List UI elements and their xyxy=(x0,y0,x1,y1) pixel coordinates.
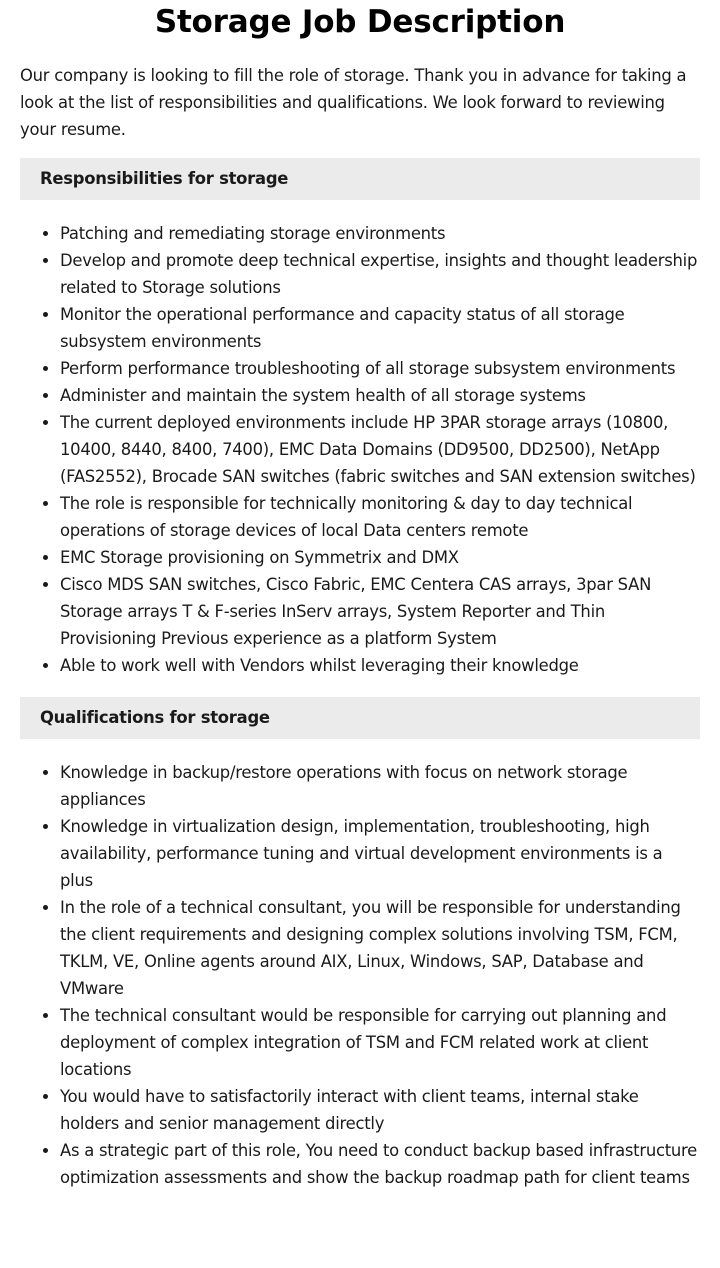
page-title: Storage Job Description xyxy=(154,4,566,40)
responsibilities-heading: Responsibilities for storage xyxy=(20,158,700,200)
list-item: • The current deployed environments include HP 3PAR storage arrays (10800, 10400, 8440, 8400, 7400), EMC Data Domains (DD9500, DD2500), NetApp (FAS2552), Brocade SAN switches (fabric switches and SAN extension switches) xyxy=(60,409,700,490)
list-item: • In the role of a technical consultant, you will be responsible for understanding the client requirements and designing complex solutions involving TSM, FCM, TKLM, VE, Online agents around AIX, Linux, Windows, SAP, Database and VMware xyxy=(60,894,700,1002)
qualifications-list xyxy=(20,759,700,1191)
list-item: • As a strategic part of this role, You need to conduct backup based infrastructure optimization assessments and show the backup roadmap path for client teams xyxy=(60,1137,700,1191)
list-item: • Develop and promote deep technical expertise, insights and thought leadership related to Storage solutions xyxy=(60,247,700,301)
list-item: • Patching and remediating storage environments xyxy=(60,220,700,247)
list-item: • Knowledge in backup/restore operations with focus on network storage appliances xyxy=(60,759,700,813)
list-item: • Able to work well with Vendors whilst leveraging their knowledge xyxy=(60,652,700,679)
qualifications-heading: Qualifications for storage xyxy=(20,697,700,739)
list-item: • EMC Storage provisioning on Symmetrix and DMX xyxy=(60,544,700,571)
responsibilities-list xyxy=(20,220,700,679)
list-item: • The role is responsible for technically monitoring & day to day technical operations of storage devices of local Data centers remote xyxy=(60,490,700,544)
list-item: • You would have to satisfactorily interact with client teams, internal stake holders and senior management directly xyxy=(60,1083,700,1137)
list-item: • Monitor the operational performance and capacity status of all storage subsystem environments xyxy=(60,301,700,355)
intro-paragraph: Our company is looking to fill the role of storage. Thank you in advance for taking a look at the list of responsibilities and qualifications. We look forward to reviewing your resume. xyxy=(20,66,687,139)
list-item: • Administer and maintain the system health of all storage systems xyxy=(60,382,700,409)
list-item: • The technical consultant would be responsible for carrying out planning and deployment of complex integration of TSM and FCM related work at client locations xyxy=(60,1002,700,1083)
list-item: • Perform performance troubleshooting of all storage subsystem environments xyxy=(60,355,700,382)
list-item: • Cisco MDS SAN switches, Cisco Fabric, EMC Centera CAS arrays, 3par SAN Storage arrays T & F-series InServ arrays, System Reporter and Thin Provisioning Previous experience as a platform System xyxy=(60,571,700,652)
list-item: • Knowledge in virtualization design, implementation, troubleshooting, high availability, performance tuning and virtual development environments is a plus xyxy=(60,813,700,894)
